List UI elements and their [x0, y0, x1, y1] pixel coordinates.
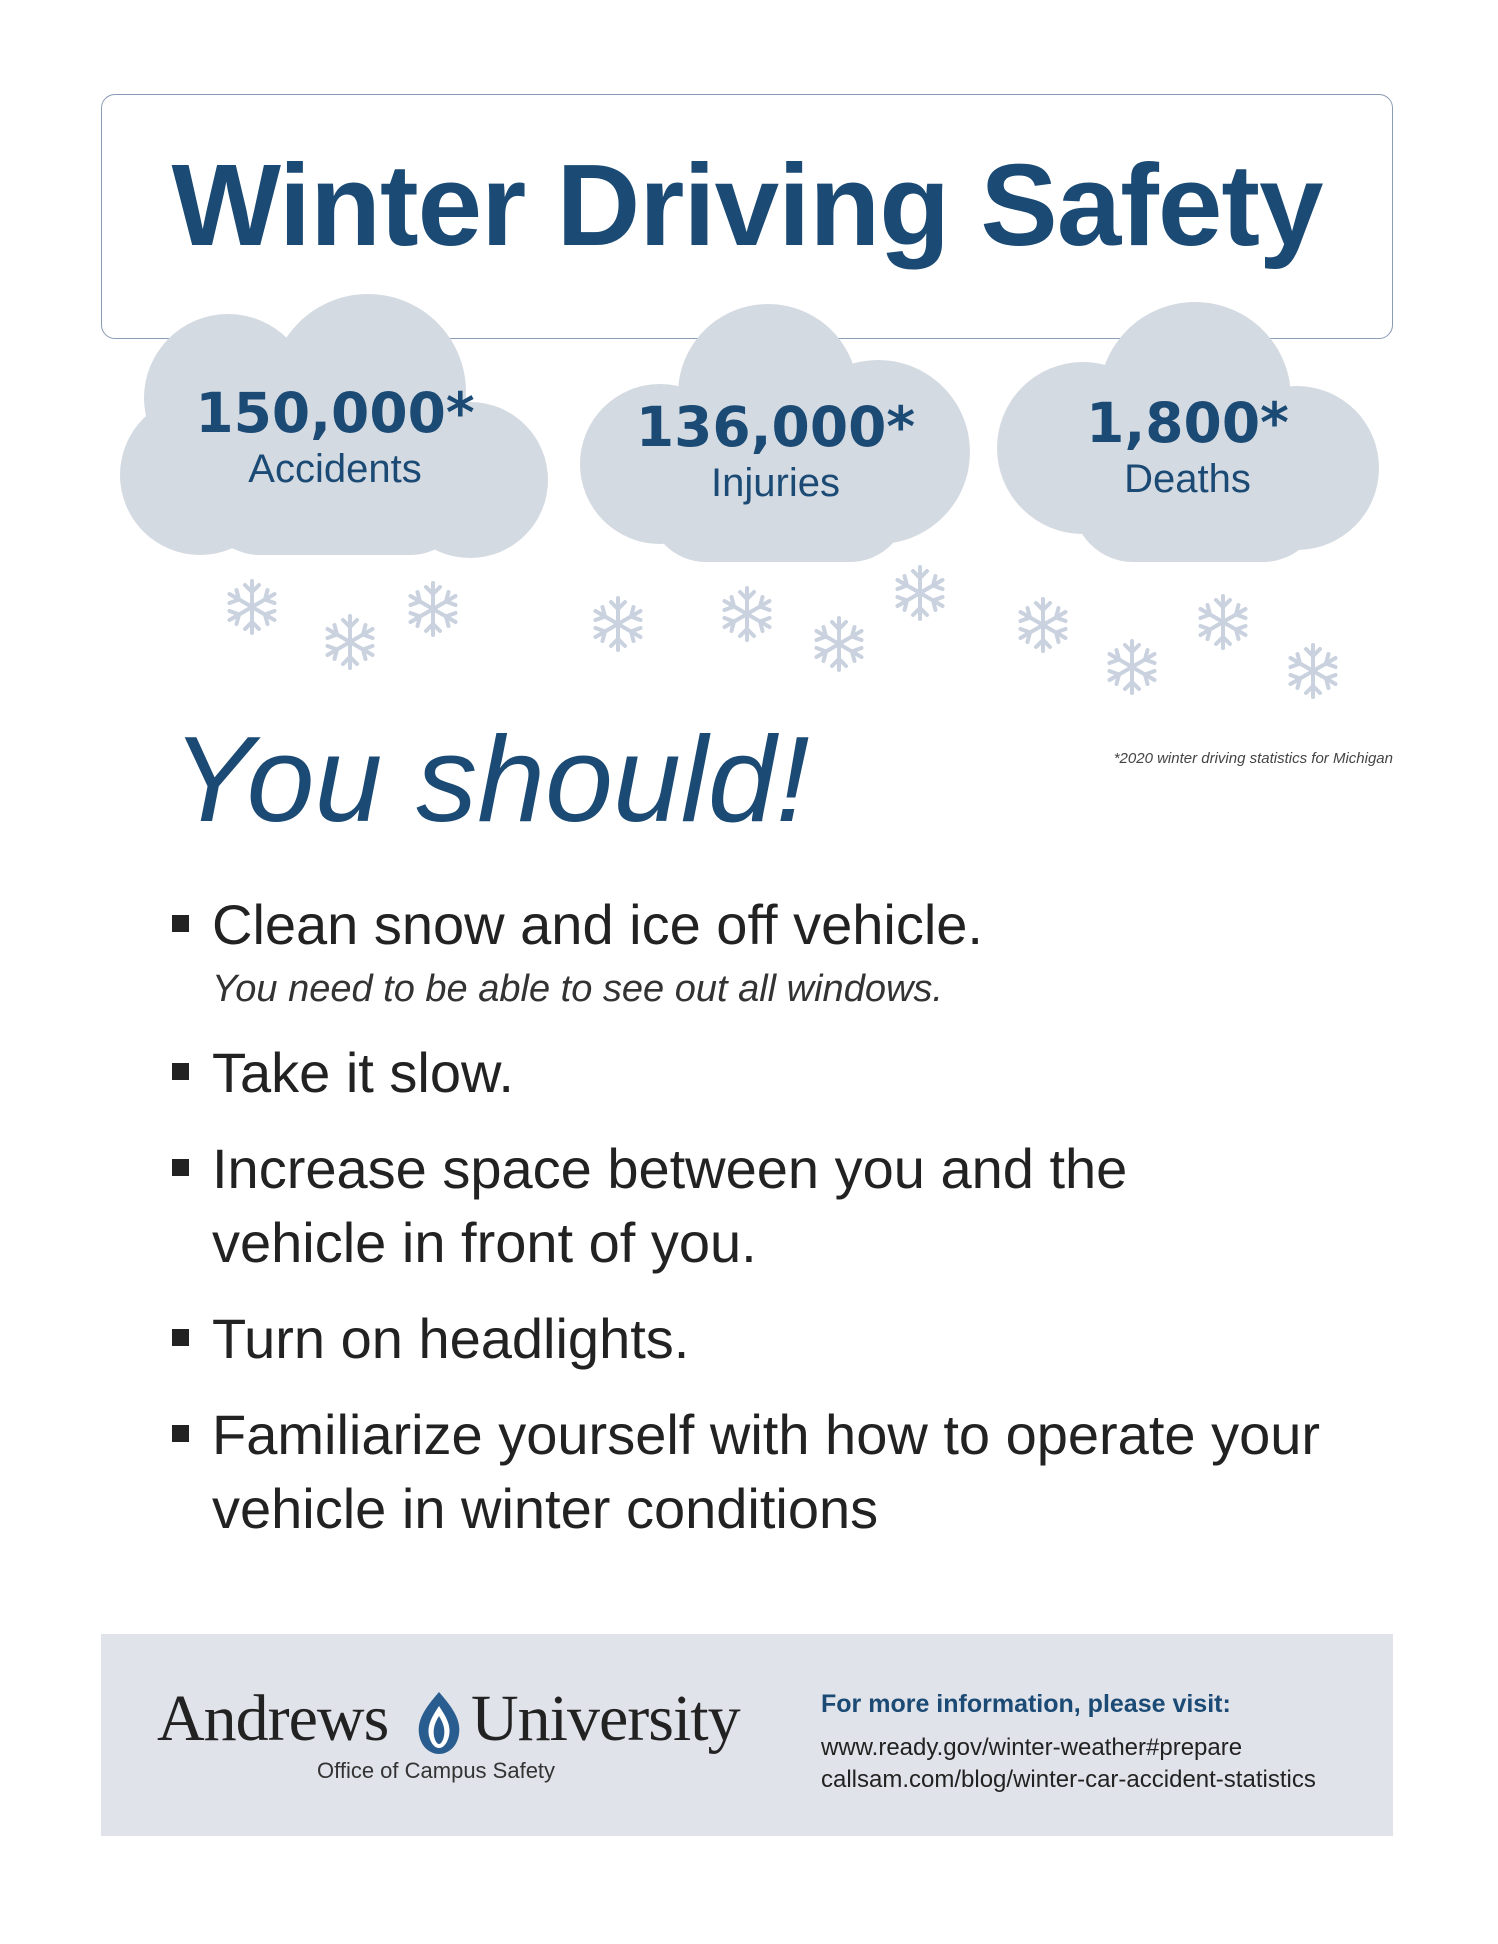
list-item: [172, 888, 1372, 1014]
footer: [101, 1634, 1393, 1836]
office-name: Office of Campus Safety: [317, 1758, 556, 1783]
snowflake-icon: [817, 618, 862, 670]
logo-word-andrews: Andrews: [157, 1682, 389, 1755]
snowflake-icon: [1201, 596, 1246, 648]
tip-text: Turn on headlights.: [212, 1307, 690, 1370]
list-item: [172, 1302, 1372, 1376]
snowflake-icon: [898, 567, 943, 619]
list-item: [172, 1132, 1372, 1280]
section-heading: You should!: [172, 711, 810, 847]
snowflake-icon: [328, 616, 373, 668]
bullet-square-icon: [172, 1425, 189, 1442]
stat-value-injuries: 136,000*: [635, 395, 916, 459]
bullet-square-icon: [172, 1063, 189, 1080]
stats-footnote: *2020 winter driving statistics for Michigan: [1113, 750, 1393, 767]
stat-label-injuries: Injuries: [711, 461, 840, 506]
snowflake-icon: [725, 588, 770, 640]
tip-text: Increase space between you and the vehicle in front of you.: [212, 1137, 1128, 1274]
university-logo: [157, 1682, 777, 1796]
bullet-square-icon: [172, 1159, 189, 1176]
flame-icon: [415, 1690, 463, 1756]
list-item: [172, 1398, 1372, 1546]
tip-subtext: You need to be able to see out all windows.: [212, 968, 943, 1010]
snowflake-icon: [1291, 645, 1336, 697]
stat-value-accidents: 150,000*: [195, 381, 475, 445]
info-label: For more information, please visit:: [821, 1690, 1231, 1718]
tip-text: Familiarize yourself with how to operate your vehicle in winter conditions: [212, 1403, 1321, 1540]
snowflake-icon: [1110, 641, 1155, 693]
stat-value-deaths: 1,800*: [1086, 391, 1289, 455]
stat-label-accidents: Accidents: [248, 447, 422, 492]
stat-cloud-accidents: [110, 300, 560, 560]
list-item: [172, 1036, 1372, 1110]
info-link[interactable]: www.ready.gov/winter-weather#prepare: [821, 1734, 1243, 1761]
snowflake-icon: [1021, 599, 1066, 651]
tip-text: Clean snow and ice off vehicle.: [212, 893, 983, 956]
snowflake-icon: [411, 583, 456, 635]
logo-word-university: University: [471, 1682, 740, 1755]
snowflake-icon: [596, 598, 641, 650]
bullet-square-icon: [172, 915, 189, 932]
stat-label-deaths: Deaths: [1124, 457, 1251, 502]
tip-text: Take it slow.: [212, 1041, 514, 1104]
stat-cloud-deaths: [995, 300, 1380, 565]
tips-list: [172, 888, 1372, 1568]
bullet-square-icon: [172, 1329, 189, 1346]
info-link[interactable]: callsam.com/blog/winter-car-accident-statistics: [821, 1766, 1316, 1793]
page-title: Winter Driving Safety: [171, 140, 1323, 270]
snowflake-icon: [230, 581, 275, 633]
stat-cloud-injuries: [578, 304, 973, 566]
